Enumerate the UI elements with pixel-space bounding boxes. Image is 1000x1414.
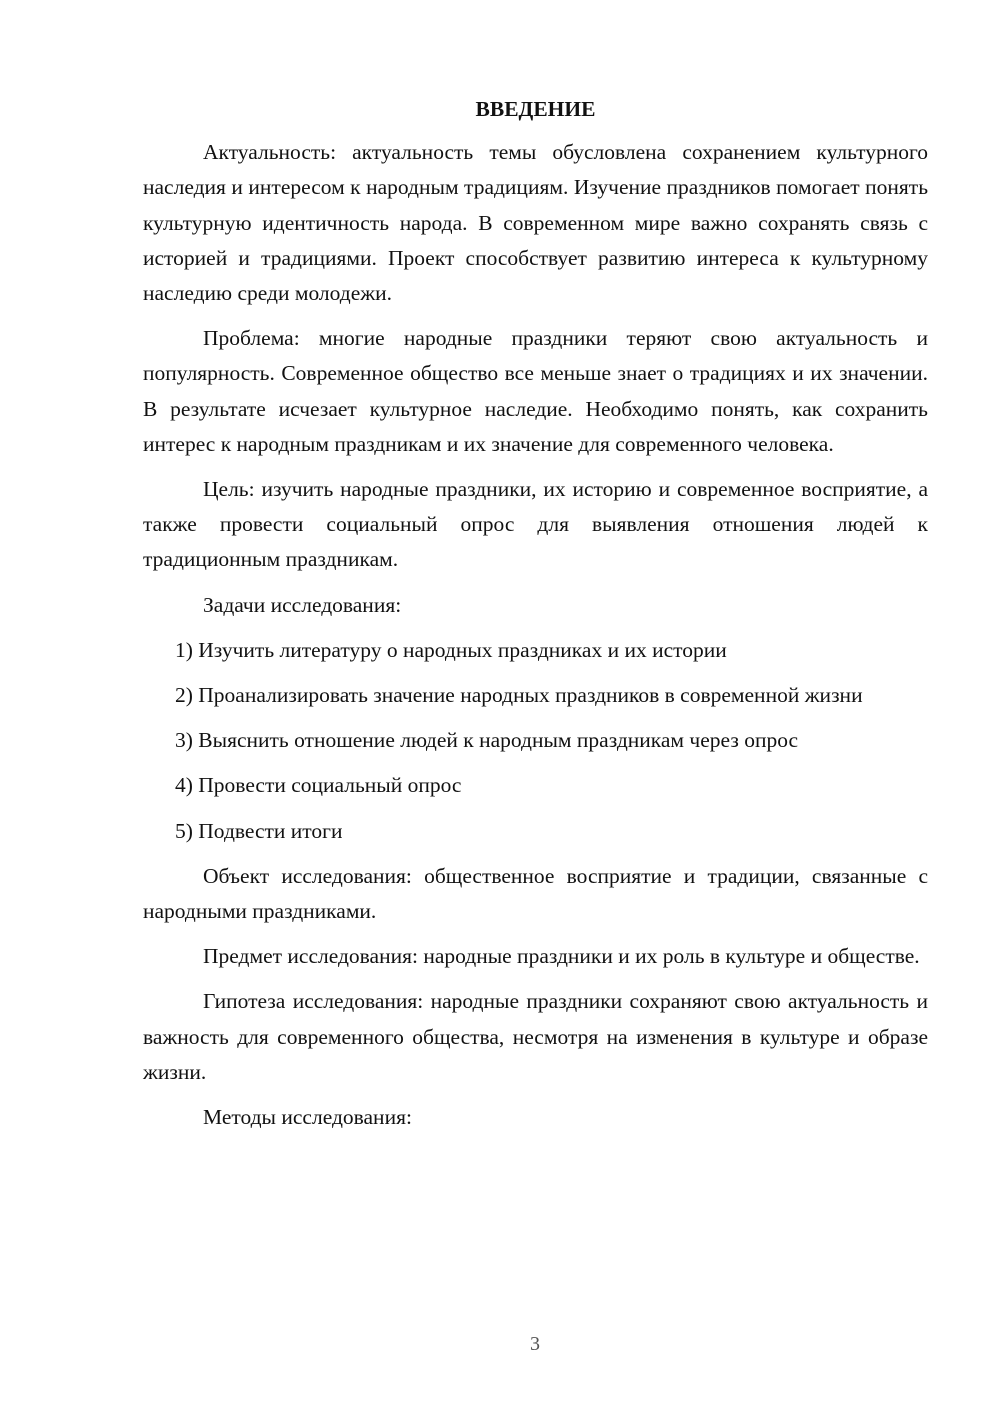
subject-paragraph: Предмет исследования: народные праздники и их роль в культуре и обществе.: [203, 944, 920, 969]
tasks-heading: Задачи исследования:: [203, 592, 402, 617]
problem-paragraph: Проблема: многие народные праздники теряют свою актуальность и популярность. Современное общество все меньше знает о традициях и их значении. В результате исчезает культурное наследие. Необходимо понять, как сохранить интерес к народным праздникам и их значение для современного человека.: [143, 326, 928, 456]
task-item-5: 5) Подвести итоги: [175, 818, 343, 843]
page-body: [143, 92, 928, 1145]
page-title: ВВЕДЕНИЕ: [475, 97, 596, 121]
object-paragraph: Объект исследования: общественное восприятие и традиции, связанные с народными праздниками.: [143, 863, 928, 924]
page-number: 3: [530, 1333, 540, 1355]
task-item-4: 4) Провести социальный опрос: [175, 773, 462, 798]
relevance-paragraph: Актуальность: актуальность темы обусловлена сохранением культурного наследия и интересом к народным традициям. Изучение праздников помогает понять культурную идентичность народа. В современном мире важно сохранять связь с историей и традициями. Проект способствует развитию интереса к культурному наследию среди молодежи.: [143, 140, 928, 306]
task-item-2: 2) Проанализировать значение народных праздников в современной жизни: [175, 683, 863, 708]
task-item-1: 1) Изучить литературу о народных праздниках и их истории: [175, 637, 727, 662]
task-item-3: 3) Выяснить отношение людей к народным праздникам через опрос: [175, 728, 799, 753]
goal-paragraph: Цель: изучить народные праздники, их историю и современное восприятие, а также провести социальный опрос для выявления отношения людей к традиционным праздникам.: [143, 477, 928, 572]
hypothesis-paragraph: Гипотеза исследования: народные праздники сохраняют свою актуальность и важность для современного общества, несмотря на изменения в культуре и образе жизни.: [143, 989, 928, 1084]
methods-heading: Методы исследования:: [203, 1105, 412, 1130]
